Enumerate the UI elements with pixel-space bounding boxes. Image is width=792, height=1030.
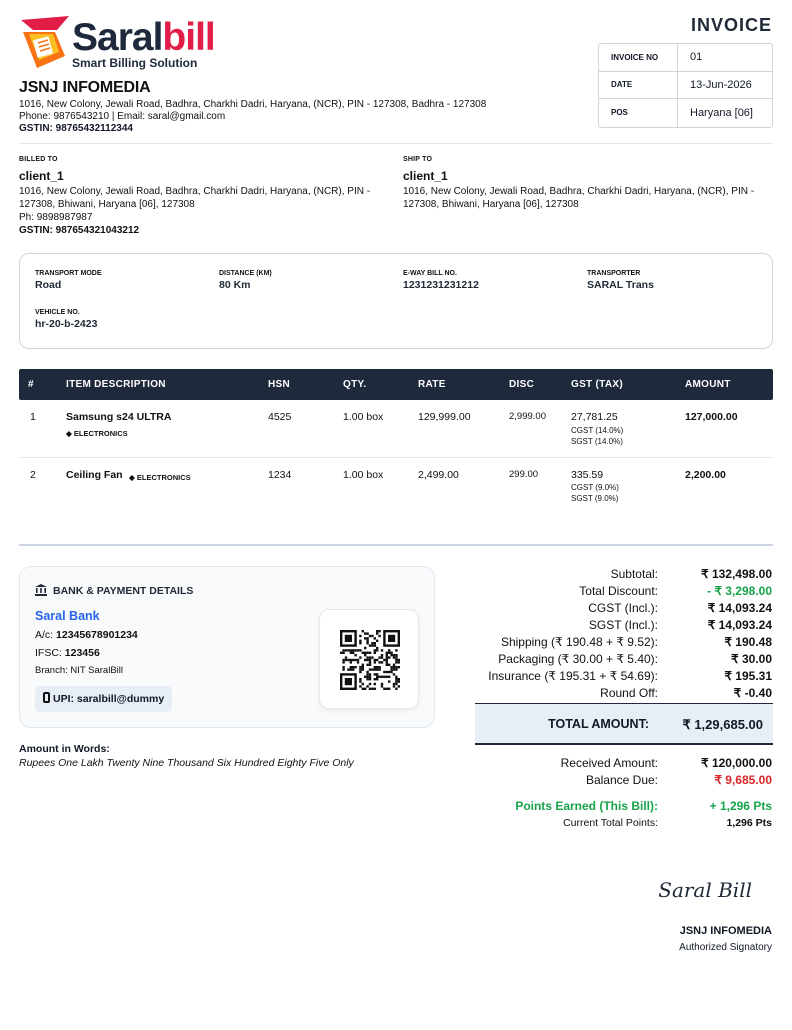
transporter-label: TRANSPORTER [587, 270, 641, 277]
bank-branch: Branch: NIT SaralBill [35, 665, 123, 676]
col-num: # [28, 379, 34, 390]
address-line: 127308, Bhiwani, Haryana [06], 127308 [19, 199, 195, 210]
meta-key: POS [599, 99, 678, 127]
billed-to-section [19, 156, 389, 237]
meta-key: DATE [599, 72, 678, 100]
item-name: Ceiling Fan [66, 469, 123, 481]
address-line: 1016, New Colony, Jewali Road, Badhra, Charkhi Dadri, Haryana, (NCR), PIN - [403, 186, 755, 197]
balance-label: Balance Due: [585, 773, 658, 787]
ifsc-label: IFSC: [35, 647, 62, 659]
points-label: Points Earned (This Bill): [515, 799, 658, 813]
packaging-value: ₹ 30.00 [731, 652, 772, 666]
transport-mode [35, 270, 102, 291]
billed-to-address [19, 185, 389, 211]
vehicle-label: VEHICLE NO. [35, 309, 80, 316]
table-bottom-divider [19, 544, 773, 546]
amount-words: Rupees One Lakh Twenty Nine Thousand Six Hundred Eighty Five Only [19, 757, 354, 769]
items-table-header [19, 369, 773, 400]
ship-to-name: client_1 [403, 169, 448, 183]
meta-row [599, 44, 772, 72]
logo-icon [19, 16, 71, 72]
item-hsn: 1234 [268, 469, 292, 481]
item-qty: 1.00 box [343, 411, 384, 423]
col-amount: AMOUNT [685, 379, 731, 390]
transport-mode-value: Road [35, 279, 62, 291]
signature-script: Saral Bill [658, 878, 752, 902]
roundoff-row [472, 686, 772, 703]
upi-value: UPI: saralbill@dummy [53, 693, 165, 705]
item-qty: 1.00 box [343, 469, 384, 481]
ship-to-address [403, 185, 773, 211]
item-name: Samsung s24 ULTRA [66, 411, 172, 423]
meta-row [599, 99, 772, 127]
item-rate: 129,999.00 [418, 411, 471, 423]
bank-ifsc [35, 647, 100, 659]
total-amount-box [475, 703, 773, 745]
item-disc: 299.00 [509, 469, 539, 480]
billed-to-label: BILLED TO [19, 156, 58, 163]
packaging-row [472, 652, 772, 669]
bank-name: Saral Bank [35, 609, 100, 623]
transporter-value: SARAL Trans [587, 279, 654, 291]
item-num: 2 [30, 469, 36, 481]
transport-mode-label: TRANSPORT MODE [35, 270, 102, 277]
packaging-label: Packaging (₹ 30.00 + ₹ 5.40): [498, 652, 658, 666]
item-cgst: CGST (9.0%) [571, 483, 619, 492]
ifsc-value: 123456 [64, 647, 100, 659]
received-row [472, 756, 772, 773]
shipping-value: ₹ 190.48 [724, 635, 772, 649]
cgst-value: ₹ 14,093.24 [707, 601, 772, 615]
account-value: 12345678901234 [56, 629, 138, 641]
bank-title [35, 584, 193, 599]
shipping-row [472, 635, 772, 652]
bank-title-label: BANK & PAYMENT DETAILS [53, 585, 194, 597]
signatory-company: JSNJ INFOMEDIA [679, 925, 772, 937]
distance-value: 80 Km [219, 279, 251, 291]
balance-value: ₹ 9,685.00 [714, 773, 772, 787]
col-gst: GST (TAX) [571, 379, 623, 390]
bank-icon [35, 584, 47, 599]
tag-icon: ◆ [66, 429, 74, 438]
col-hsn: HSN [268, 379, 291, 390]
item-gst: 335.59 [571, 469, 604, 481]
item-sgst: SGST (14.0%) [571, 437, 623, 446]
item-rate: 2,499.00 [418, 469, 459, 481]
received-label: Received Amount: [560, 756, 658, 770]
ship-to-label: SHIP TO [403, 156, 433, 163]
company-name: JSNJ INFOMEDIA [19, 79, 151, 96]
company-gstin: GSTIN: 98765432112344 [19, 123, 133, 134]
billed-to-name: client_1 [19, 169, 64, 183]
tag-icon: ◆ [129, 473, 137, 482]
received-value: ₹ 120,000.00 [700, 756, 772, 770]
amount-words-label: Amount in Words: [19, 743, 110, 755]
current-points-value: 1,296 Pts [726, 817, 772, 829]
meta-row [599, 72, 772, 100]
item-category [66, 427, 128, 439]
upi-pill [35, 686, 172, 712]
divider [19, 143, 773, 144]
item-hsn: 4525 [268, 411, 292, 423]
transport-distance [219, 270, 272, 291]
transport-vehicle [35, 309, 97, 330]
subtotal-row [472, 567, 772, 584]
meta-key: INVOICE NO [599, 44, 678, 72]
transport-eway [403, 270, 479, 291]
table-row [19, 400, 773, 457]
insurance-label: Insurance (₹ 195.31 + ₹ 54.69): [488, 669, 658, 683]
item-num: 1 [30, 411, 36, 423]
invoice-title: INVOICE [690, 15, 772, 35]
item-category [129, 471, 191, 483]
account-label: A/c: [35, 629, 54, 641]
sgst-label: SGST (Incl.): [588, 618, 658, 632]
bank-account [35, 629, 138, 641]
insurance-value: ₹ 195.31 [724, 669, 772, 683]
points-value: + 1,296 Pts [709, 799, 772, 813]
signatory-role: Authorized Signatory [679, 942, 772, 953]
invoice-meta-table [598, 43, 773, 128]
billed-to-phone: Ph: 9898987987 [19, 212, 93, 223]
col-disc: DISC [509, 379, 535, 390]
item-amount: 2,200.00 [685, 469, 726, 481]
item-cgst: CGST (14.0%) [571, 426, 624, 435]
col-rate: RATE [418, 379, 446, 390]
address-line: 127308, Bhiwani, Haryana [06], 127308 [403, 199, 579, 210]
total-value: ₹ 1,29,685.00 [682, 717, 763, 732]
meta-value: 01 [678, 44, 772, 72]
billed-to-gstin: GSTIN: 987654321043212 [19, 225, 140, 236]
shipping-label: Shipping (₹ 190.48 + ₹ 9.52): [500, 635, 658, 649]
transport-transporter [587, 270, 654, 291]
roundoff-label: Round Off: [600, 686, 658, 700]
brand-tagline: Smart Billing Solution [72, 56, 198, 70]
meta-value: Haryana [06] [690, 106, 753, 119]
balance-row [472, 773, 772, 790]
current-points-label: Current Total Points: [563, 817, 658, 829]
item-amount: 127,000.00 [685, 411, 738, 423]
discount-value: - ₹ 3,298.00 [706, 584, 772, 598]
item-gst: 27,781.25 [571, 411, 618, 423]
insurance-row [472, 669, 772, 686]
qr-code-icon [340, 630, 400, 690]
table-row [19, 458, 773, 515]
cgst-label: CGST (Incl.): [588, 601, 658, 615]
qr-code-card [319, 609, 419, 709]
phone-icon [43, 692, 50, 703]
address-line: 1016, New Colony, Jewali Road, Badhra, Charkhi Dadri, Haryana, (NCR), PIN - [19, 186, 371, 197]
sgst-value: ₹ 14,093.24 [707, 618, 772, 632]
bank-details-card [19, 566, 435, 728]
item-sgst: SGST (9.0%) [571, 494, 619, 503]
total-label: TOTAL AMOUNT: [548, 717, 649, 731]
distance-label: DISTANCE (KM) [219, 270, 272, 277]
discount-row [472, 584, 772, 601]
ship-to-section [403, 156, 773, 211]
meta-value: 13-Jun-2026 [678, 72, 772, 100]
eway-value: 1231231231212 [403, 279, 479, 291]
brand-name: Saralbill [72, 16, 215, 59]
roundoff-value: ₹ -0.40 [733, 686, 772, 700]
transport-box [19, 253, 773, 349]
eway-label: E-WAY BILL NO. [403, 270, 457, 277]
company-contact: Phone: 9876543210 | Email: saral@gmail.com [19, 111, 226, 122]
vehicle-value: hr-20-b-2423 [35, 318, 98, 330]
category-label: ELECTRONICS [73, 429, 128, 438]
discount-label: Total Discount: [579, 584, 658, 598]
item-disc: 2,999.00 [509, 411, 546, 422]
cgst-row [472, 601, 772, 618]
col-desc: ITEM DESCRIPTION [66, 379, 166, 390]
subtotal-value: ₹ 132,498.00 [700, 567, 772, 581]
col-qty: QTY. [343, 379, 367, 390]
category-label: ELECTRONICS [136, 473, 191, 482]
subtotal-label: Subtotal: [610, 567, 658, 581]
current-points-row [472, 817, 772, 834]
points-row [472, 799, 772, 816]
company-address: 1016, New Colony, Jewali Road, Badhra, Charkhi Dadri, Haryana, (NCR), PIN - 127308, Badhra - 127308 [19, 99, 487, 110]
sgst-row [472, 618, 772, 635]
